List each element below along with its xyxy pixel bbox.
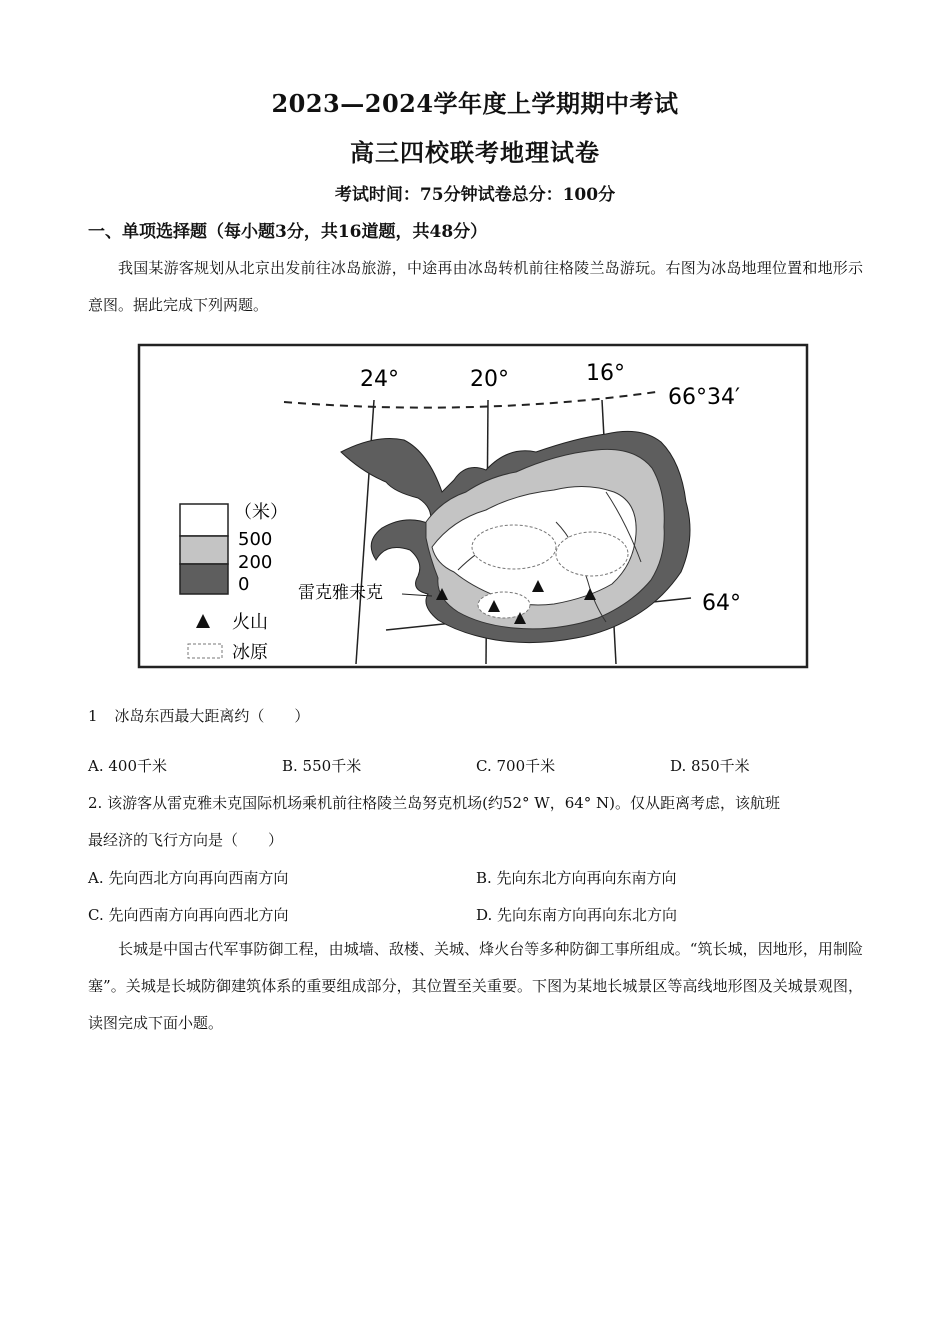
q1-text: 冰岛东西最大距离约（ ） xyxy=(114,707,310,725)
q1-option-a: A. 400千米 xyxy=(88,757,167,775)
q1-option-d: D. 850千米 xyxy=(670,757,750,775)
q2-stem-line1: 2. 该游客从雷克雅未克国际机场乘机前往格陵兰岛努克机场(约52° W，64° N)。仅从距离考虑，该航班 xyxy=(88,794,781,812)
q1-stem xyxy=(88,705,309,726)
legend-volcano-label: 火山 xyxy=(232,612,268,633)
legend-unit: （米） xyxy=(234,502,288,523)
legend-glacier-icon xyxy=(188,644,222,658)
lon-label-24: 24° xyxy=(360,367,399,392)
glacier-vatnajokull xyxy=(556,532,628,576)
legend-swatch-low xyxy=(180,564,228,594)
glacier-langjokull xyxy=(472,525,556,569)
q1-number: 1 xyxy=(88,707,98,725)
iceland-map xyxy=(136,342,810,670)
passage-great-wall: 长城是中国古代军事防御工程，由城墙、敌楼、关城、烽火台等多种防御工事所组成。“筑长城，因地形，用制险塞”。关城是长城防御建筑体系的重要组成部分，其位置至关重要。下图为某地长城景区等高线地形图及关城景观图，读图完成下面小题。 xyxy=(88,940,863,1032)
legend-level-500: 500 xyxy=(238,529,273,550)
legend-level-0: 0 xyxy=(238,574,250,595)
arctic-circle-label: 66°34′ xyxy=(668,385,740,410)
passage-iceland: 我国某游客规划从北京出发前往冰岛旅游，中途再由冰岛转机前往格陵兰岛游玩。右图为冰岛地理位置和地形示意图。据此完成下列两题。 xyxy=(88,259,863,314)
lon-label-20: 20° xyxy=(470,367,509,392)
exam-info: 考试时间：75分钟试卷总分：100分 xyxy=(334,185,616,205)
glacier-myrdalsjokull xyxy=(478,592,530,618)
q2-option-b: B. 先向东北方向再向东南方向 xyxy=(476,869,677,887)
exam-subtitle: 高三四校联考地理试卷 xyxy=(350,138,600,167)
legend-level-200: 200 xyxy=(238,552,273,573)
legend-swatch-high xyxy=(180,504,228,536)
reykjavik-label: 雷克雅未克 xyxy=(298,583,383,603)
lon-label-16: 16° xyxy=(586,361,625,386)
q1-option-c: C. 700千米 xyxy=(476,757,556,775)
q1-option-b: B. 550千米 xyxy=(282,757,362,775)
q2-stem-line2: 最经济的飞行方向是（ ） xyxy=(88,831,284,849)
exam-title: 2023—2024学年度上学期期中考试 xyxy=(271,89,679,118)
legend-glacier-label: 冰原 xyxy=(232,642,268,663)
legend-swatch-mid xyxy=(180,536,228,564)
q2-option-a: A. 先向西北方向再向西南方向 xyxy=(88,869,289,887)
lat-label-64: 64° xyxy=(702,591,741,616)
section-heading: 一、单项选择题（每小题3分，共16道题，共48分） xyxy=(88,222,488,242)
q2-option-d: D. 先向东南方向再向东北方向 xyxy=(476,906,678,924)
q2-option-c: C. 先向西南方向再向西北方向 xyxy=(88,906,289,924)
